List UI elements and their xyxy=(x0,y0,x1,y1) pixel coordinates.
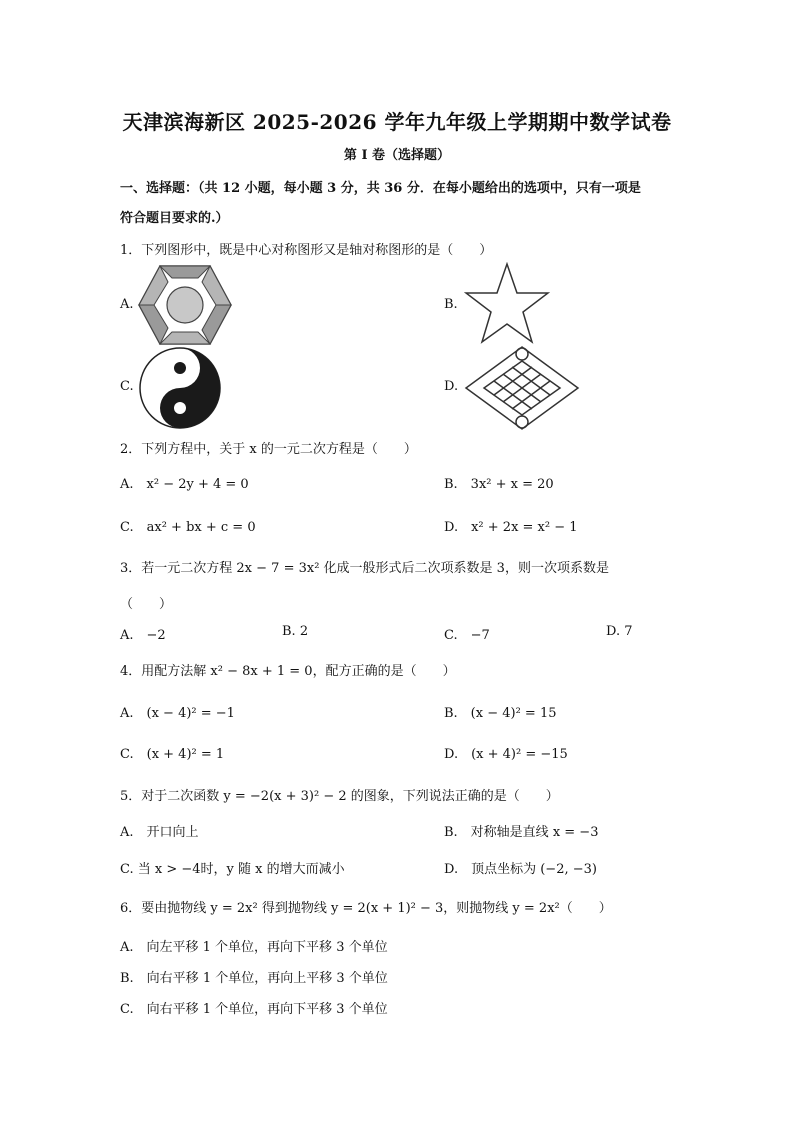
q2-stem: 2．下列方程中，关于 x 的一元二次方程是（ ） xyxy=(120,442,417,457)
q3-option-c: C. −7 xyxy=(444,628,490,643)
star-icon xyxy=(464,262,550,346)
yin-yang-icon xyxy=(138,346,222,430)
q5-option-c: C. 当 x > −4时，y 随 x 的增大而减小 xyxy=(120,862,345,877)
q6-option-c: C. 向右平移 1 个单位，再向下平移 3 个单位 xyxy=(120,1002,388,1017)
q5-option-b: B. 对称轴是直线 x = −3 xyxy=(444,825,599,840)
q1-option-a-label: A. xyxy=(120,297,134,312)
q1-option-c-label: C. xyxy=(120,379,134,394)
section-instructions-line1: 一、选择题：（共 12 小题，每小题 3 分，共 36 分．在每小题给出的选项中，只有一项是 xyxy=(120,181,641,196)
q4-option-d: D. (x + 4)² = −15 xyxy=(444,747,568,762)
q6-option-a: A. 向左平移 1 个单位，再向下平移 3 个单位 xyxy=(120,940,388,955)
q3-stem: 3．若一元二次方程 2x − 7 = 3x² 化成一般形式后二次项系数是 3，则一次项系数是 xyxy=(120,561,609,576)
section-instructions-line2: 符合题目要求的.） xyxy=(120,211,229,226)
q2-option-b: B. 3x² + x = 20 xyxy=(444,477,554,492)
q4-stem: 4．用配方法解 x² − 8x + 1 = 0，配方正确的是（ ） xyxy=(120,664,456,679)
q4-option-a: A. (x − 4)² = −1 xyxy=(120,706,235,721)
q6-stem: 6．要由抛物线 y = 2x² 得到抛物线 y = 2(x + 1)² − 3，则抛物线 y = 2x²（ ） xyxy=(120,901,612,916)
q2-option-d: D. x² + 2x = x² − 1 xyxy=(444,520,578,535)
q3-option-b: B. 2 xyxy=(282,624,309,639)
endless-knot-icon xyxy=(462,344,582,432)
q2-option-a: A. x² − 2y + 4 = 0 xyxy=(120,477,249,492)
hexagon-pinwheel-icon xyxy=(138,264,232,346)
q5-stem: 5．对于二次函数 y = −2(x + 3)² − 2 的图象，下列说法正确的是（ ） xyxy=(120,789,559,804)
q1-option-b-label: B. xyxy=(444,297,458,312)
q4-option-b: B. (x − 4)² = 15 xyxy=(444,706,557,721)
q3-option-a: A. −2 xyxy=(120,628,166,643)
q2-option-c: C. ax² + bx + c = 0 xyxy=(120,520,256,535)
q6-option-b: B. 向右平移 1 个单位，再向上平移 3 个单位 xyxy=(120,971,388,986)
page-title: 天津滨海新区 2025-2026 学年九年级上学期期中数学试卷 xyxy=(122,110,672,134)
q5-option-a: A. 开口向上 xyxy=(120,825,199,840)
q3-stem-blank: （ ） xyxy=(120,597,173,612)
q3-option-d: D. 7 xyxy=(606,624,633,639)
section-subtitle: 第 I 卷（选择题） xyxy=(343,148,451,163)
q1-stem: 1．下列图形中，既是中心对称图形又是轴对称图形的是（ ） xyxy=(120,243,493,258)
q1-option-d-label: D. xyxy=(444,379,459,394)
q4-option-c: C. (x + 4)² = 1 xyxy=(120,747,225,762)
q5-option-d: D. 顶点坐标为 (−2, −3) xyxy=(444,862,597,877)
